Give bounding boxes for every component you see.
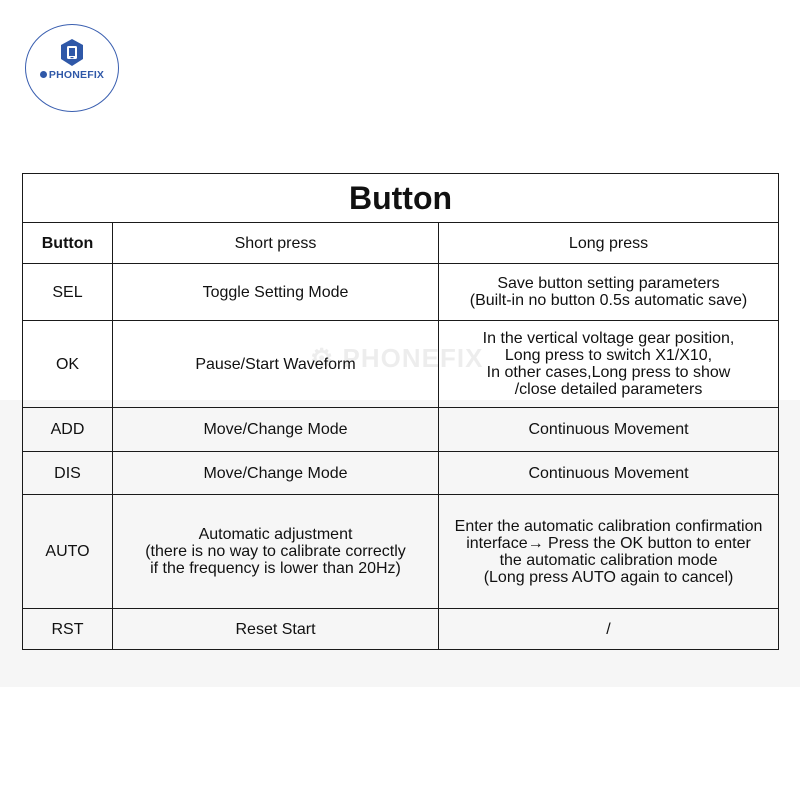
short-press-cell	[113, 264, 439, 321]
long-press-cell	[439, 264, 779, 321]
cell-line: In other cases,Long press to show	[486, 364, 731, 381]
cell-line: (Long press AUTO again to cancel)	[483, 568, 734, 586]
column-header-short-press: Short press	[113, 223, 439, 264]
short-press-cell	[113, 609, 439, 650]
cell-line: interface→ Press the OK button to enter	[466, 534, 751, 552]
column-header-long-press: Long press	[439, 223, 779, 264]
button-function-table	[22, 173, 779, 650]
button-cell: AUTO	[23, 495, 113, 609]
cell-line: Enter the automatic calibration confirmation	[454, 517, 763, 535]
table-row	[23, 408, 779, 452]
gear-icon	[40, 71, 47, 78]
table-row	[23, 495, 779, 609]
button-cell: SEL	[23, 264, 113, 321]
cell-line: Move/Change Mode	[203, 421, 348, 438]
long-press-cell	[439, 495, 779, 609]
cell-line: Move/Change Mode	[203, 464, 348, 482]
cell-line: /	[606, 620, 611, 638]
cell-line: /close detailed parameters	[514, 381, 703, 398]
cell-line: Save button setting parameters	[497, 275, 720, 292]
cell-line: Continuous Movement	[528, 421, 689, 438]
cell-line: In the vertical voltage gear position,	[482, 330, 735, 347]
table-row	[23, 321, 779, 408]
brand-name: PHONEFIX	[26, 69, 118, 81]
cell-line: the automatic calibration mode	[499, 551, 718, 569]
long-press-cell	[439, 321, 779, 408]
long-press-cell	[439, 408, 779, 452]
long-press-cell	[439, 609, 779, 650]
table-row	[23, 452, 779, 495]
table-row	[23, 609, 779, 650]
cell-line: (Built-in no button 0.5s automatic save)	[469, 292, 748, 309]
cell-line: if the frequency is lower than 20Hz)	[150, 560, 401, 577]
watermark: ⚙ PHONEFIX	[310, 343, 484, 373]
cell-line: Continuous Movement	[528, 464, 689, 482]
long-press-cell	[439, 452, 779, 495]
brand-logo	[25, 24, 119, 112]
phonefix-logo-icon	[59, 38, 85, 68]
button-cell: RST	[23, 609, 113, 650]
cell-line: Pause/Start Waveform	[195, 355, 356, 373]
cell-line: Toggle Setting Mode	[202, 283, 349, 301]
cell-line: Reset Start	[235, 620, 316, 638]
short-press-cell	[113, 452, 439, 495]
button-cell: DIS	[23, 452, 113, 495]
cell-line: Automatic adjustment	[198, 526, 353, 543]
cell-line: (there is no way to calibrate correctly	[145, 543, 406, 560]
table-title: Button	[23, 174, 779, 223]
short-press-cell	[113, 321, 439, 408]
button-cell: ADD	[23, 408, 113, 452]
short-press-cell	[113, 408, 439, 452]
table-row	[23, 264, 779, 321]
short-press-cell	[113, 495, 439, 609]
cell-line: Long press to switch X1/X10,	[504, 347, 713, 364]
button-cell: OK	[23, 321, 113, 408]
column-header-button: Button	[23, 223, 113, 264]
